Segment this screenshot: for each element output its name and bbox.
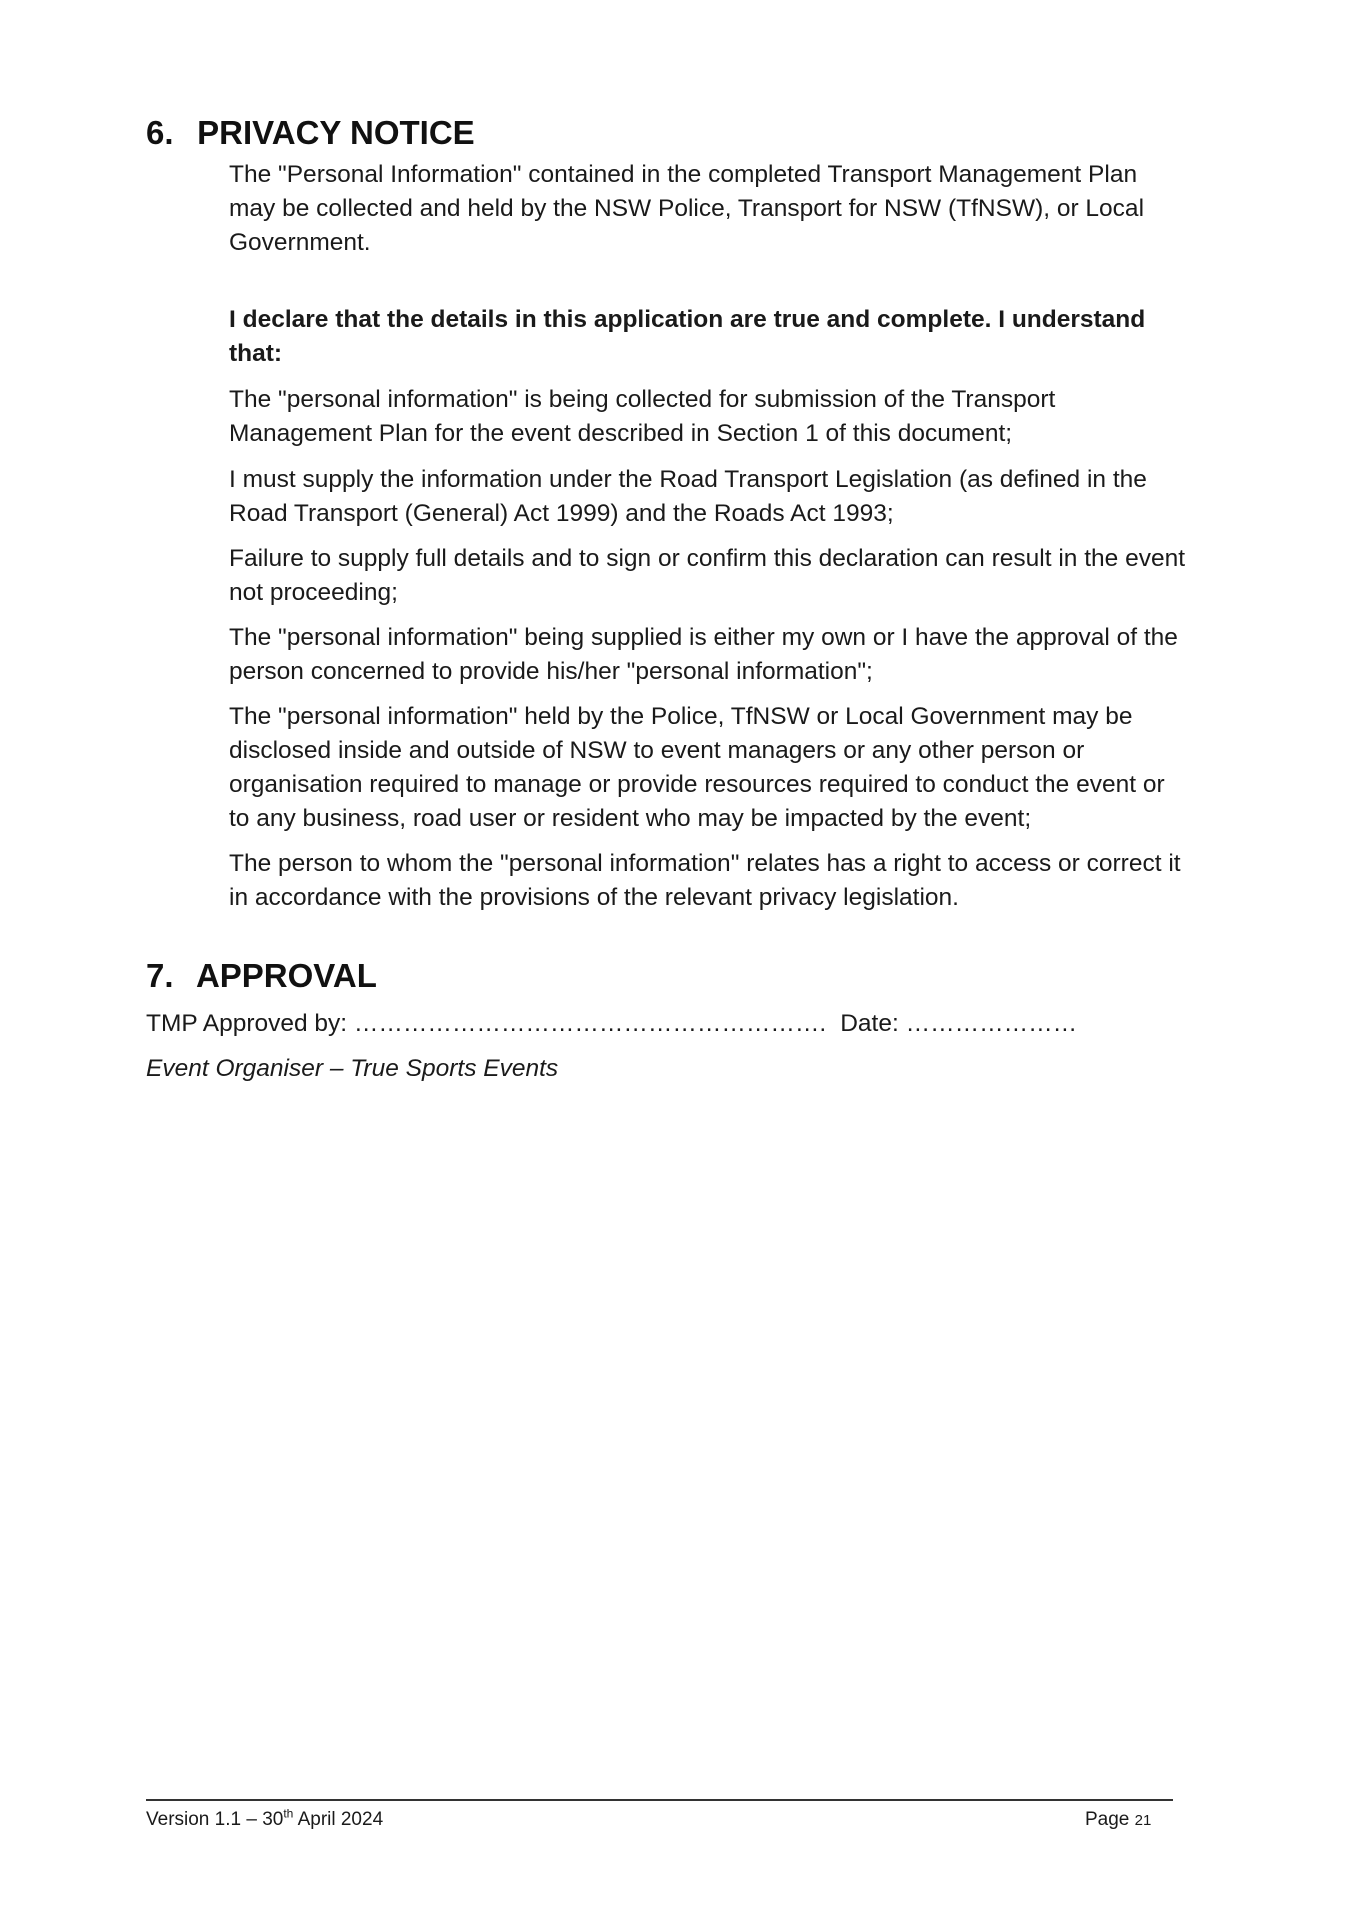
- declaration-point-4: The "personal information" being supplied is either my own or I have the approval of the person concerned to provide his/her "personal information";: [229, 624, 1178, 685]
- declaration-statement: I declare that the details in this application are true and complete. I understand that:: [229, 306, 1146, 367]
- section-6-number: 6.: [146, 114, 174, 151]
- version-prefix: Version 1.1 – 30: [146, 1809, 284, 1830]
- section-7-title: APPROVAL: [195, 957, 377, 994]
- section-6-title: PRIVACY NOTICE: [197, 114, 475, 151]
- section-6-heading: [146, 114, 475, 152]
- page-label: Page: [1085, 1809, 1130, 1830]
- approval-line: [146, 1007, 1077, 1041]
- declaration-point-2: I must supply the information under the Road Transport Legislation (as defined in the Road Transport (General) Act 1999) and the Roads Act 1993;: [229, 466, 1147, 527]
- page-number: 21: [1134, 1812, 1152, 1829]
- declaration-point-3: Failure to supply full details and to sign or confirm this declaration can result in the event not proceeding;: [229, 545, 1186, 606]
- version-suffix: April 2024: [293, 1809, 384, 1830]
- footer-version: [146, 1807, 383, 1833]
- declaration-point-1: The "personal information" is being collected for submission of the Transport Management Plan for the event described in Section 1 of this document;: [229, 386, 1056, 447]
- approved-by-field: TMP Approved by: ………………………………………………….: [146, 1010, 827, 1037]
- footer-page-number: [1085, 1807, 1151, 1834]
- declaration-point-6: The person to whom the "personal information" relates has a right to access or correct it in accordance with the provisions of the relevant privacy legislation.: [229, 850, 1181, 911]
- section-7-number: 7.: [146, 957, 174, 994]
- footer-divider: [146, 1799, 1173, 1801]
- version-ordinal: th: [283, 1806, 294, 1821]
- event-organiser-label: Event Organiser – True Sports Events: [146, 1055, 559, 1082]
- date-field: Date: …………………: [840, 1010, 1078, 1037]
- declaration-point-5: The "personal information" held by the Police, TfNSW or Local Government may be disclosed inside and outside of NSW to event managers or any other person or organisation required to manage or provide resources required to conduct the event or to any business, road user or resident who may be impacted by the event;: [229, 703, 1165, 832]
- privacy-intro: The "Personal Information" contained in the completed Transport Management Plan may be collected and held by the NSW Police, Transport for NSW (TfNSW), or Local Government.: [229, 161, 1145, 256]
- section-7-heading: [146, 957, 377, 995]
